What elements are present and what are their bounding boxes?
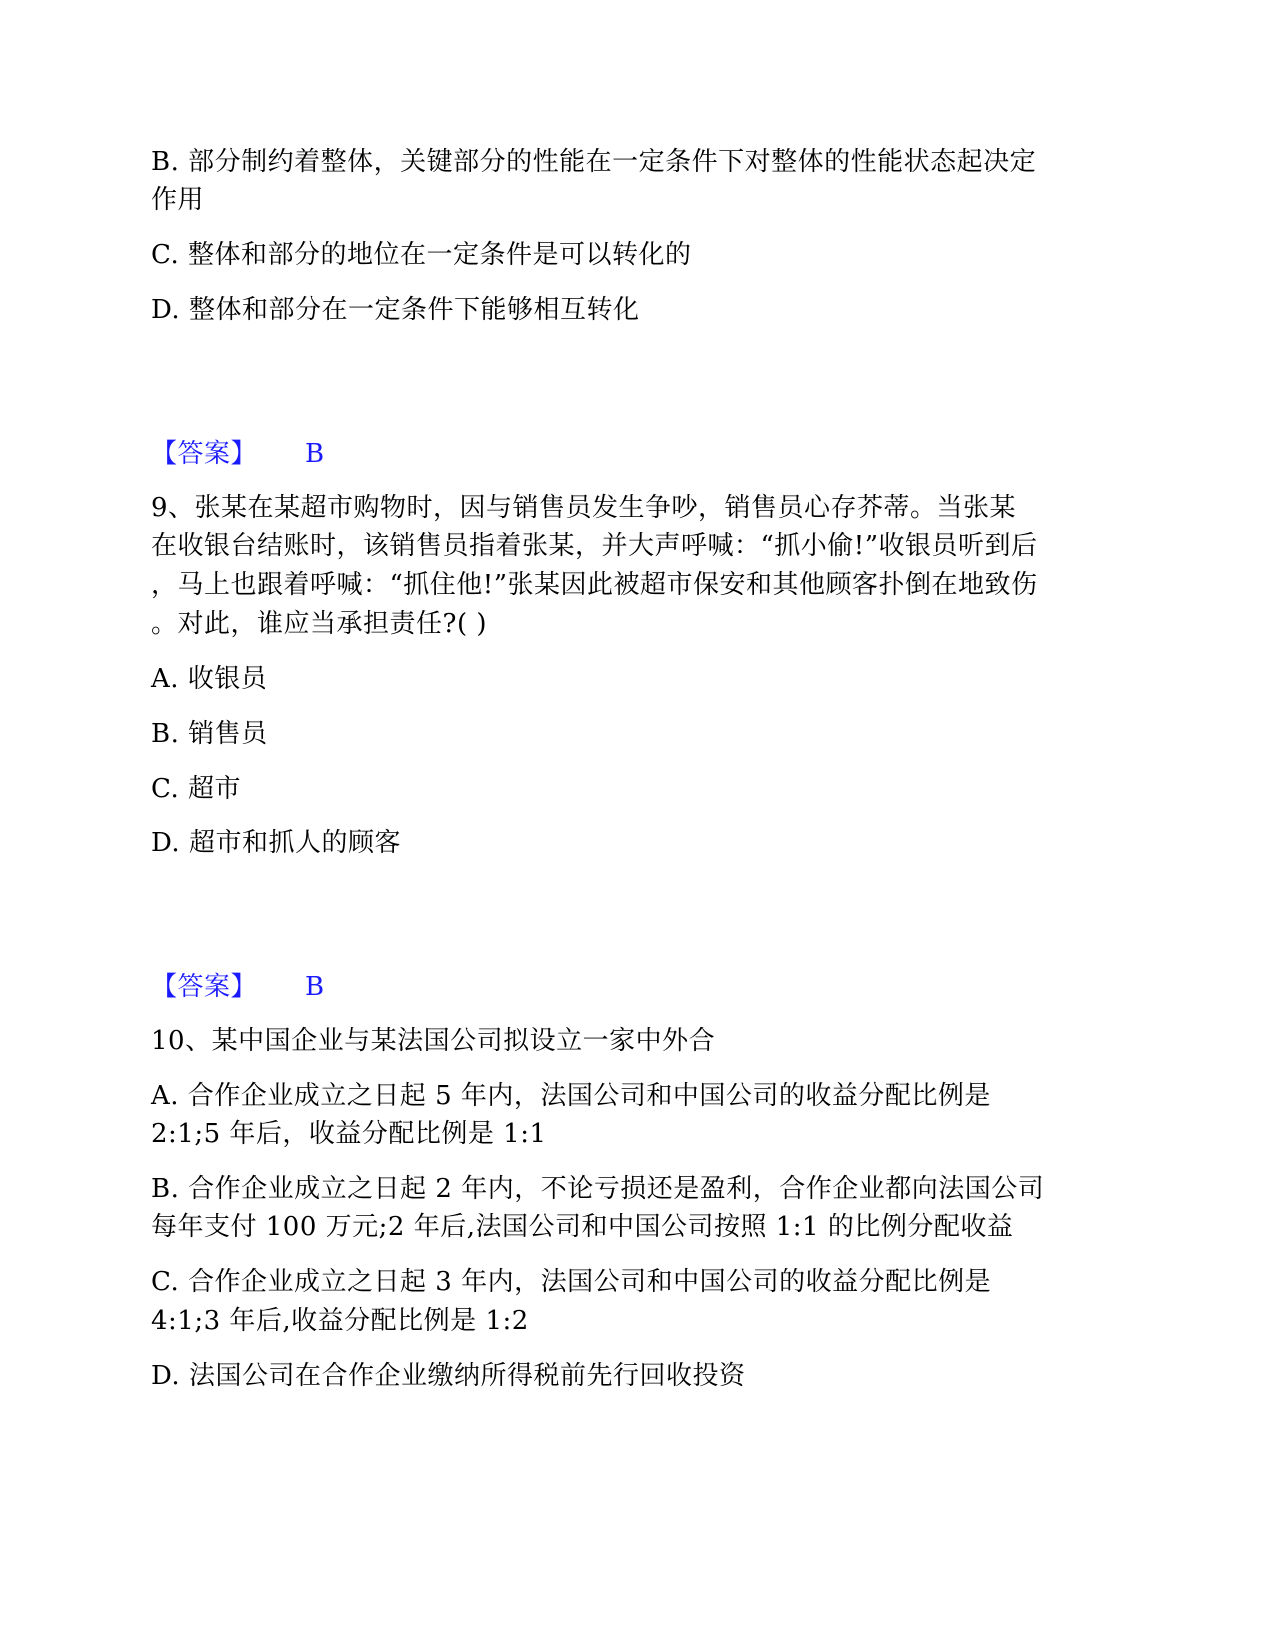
answer-label: 【答案】 [151,972,258,1002]
q10-option-b-line2: 每年支付 100 万元;2 年后,法国公司和中国公司按照 1:1 的比例分配收益 [151,1212,1014,1242]
q9-stem-line3: ，马上也跟着呼喊：“抓住他!”张某因此被超市保安和其他顾客扑倒在地致伤 [151,570,1038,600]
answer-value: B [305,972,325,1002]
q9-option-c: C. 超市 [151,774,241,804]
q10-stem: 10、某中国企业与某法国公司拟设立一家中外合 [151,1026,716,1056]
q8-option-c: C. 整体和部分的地位在一定条件是可以转化的 [151,240,692,270]
answer-value: B [305,439,325,469]
q9-stem-line1: 9、张某在某超市购物时，因与销售员发生争吵，销售员心存芥蒂。当张某 [151,493,1017,523]
q9-stem-line4: 。对此，谁应当承担责任?( ) [151,609,487,639]
q10-option-a-line1: A. 合作企业成立之日起 5 年内，法国公司和中国公司的收益分配比例是 [151,1081,991,1111]
q9-stem-line2: 在收银台结账时，该销售员指着张某，并大声呼喊：“抓小偷!”收银员听到后 [151,531,1038,561]
q10-option-c-line2: 4:1;3 年后,收益分配比例是 1:2 [151,1306,529,1336]
q8-option-b-line1: B. 部分制约着整体，关键部分的性能在一定条件下对整体的性能状态起决定 [151,147,1037,177]
q10-option-d: D. 法国公司在合作企业缴纳所得税前先行回收投资 [151,1361,746,1391]
q10-option-a-line2: 2:1;5 年后，收益分配比例是 1:1 [151,1119,547,1149]
q8-answer [151,434,325,474]
answer-label: 【答案】 [151,439,258,469]
q9-option-d: D. 超市和抓人的顾客 [151,828,401,858]
q9-option-b: B. 销售员 [151,719,268,749]
q9-answer [151,967,325,1007]
q8-option-d: D. 整体和部分在一定条件下能够相互转化 [151,295,640,325]
q10-option-c-line1: C. 合作企业成立之日起 3 年内，法国公司和中国公司的收益分配比例是 [151,1267,992,1297]
q10-option-b-line1: B. 合作企业成立之日起 2 年内，不论亏损还是盈利，合作企业都向法国公司 [151,1174,1045,1204]
q8-option-b-line2: 作用 [151,185,205,215]
q9-option-a: A. 收银员 [151,664,268,694]
